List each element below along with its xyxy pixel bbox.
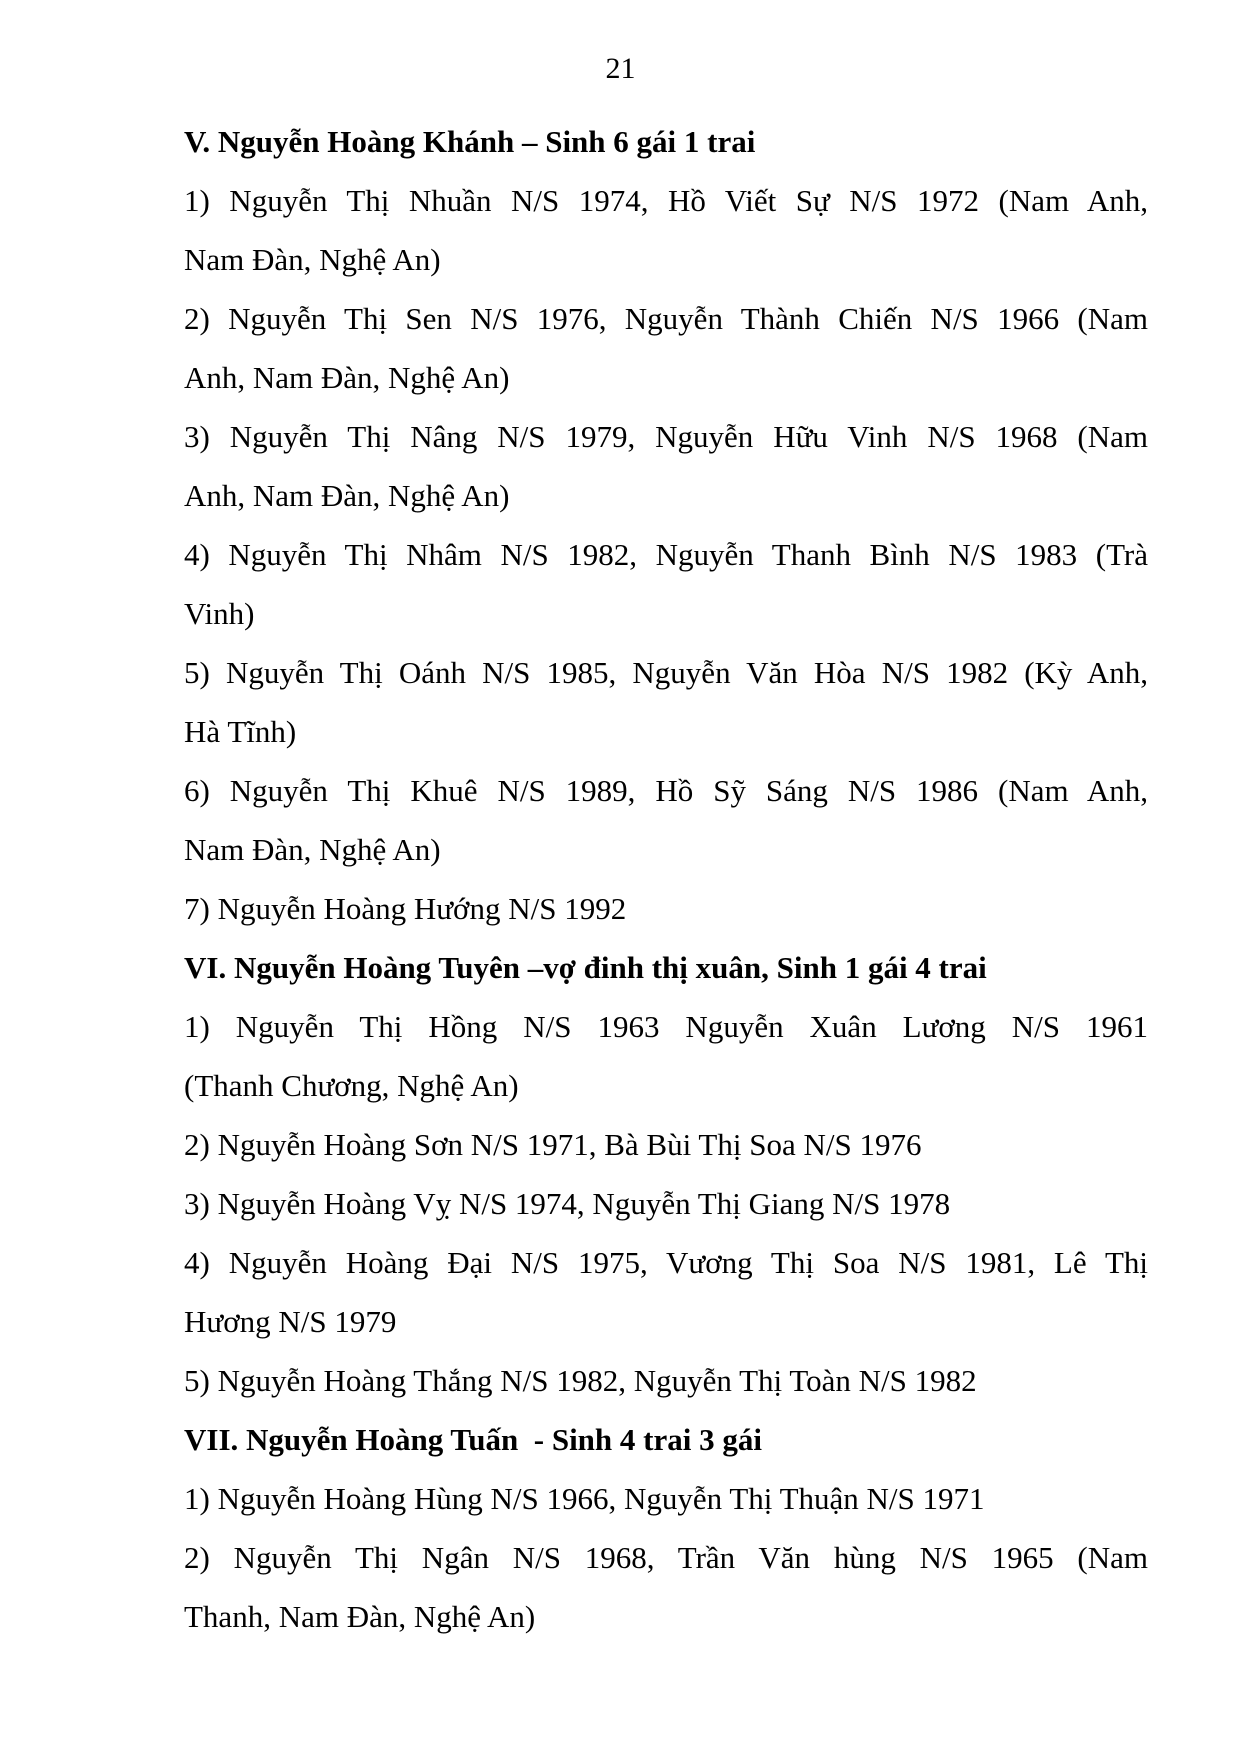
text-line: 1) Nguyễn Hoàng Hùng N/S 1966, Nguyễn Thị Thuận N/S 1971 bbox=[184, 1481, 985, 1516]
section-heading: VI. Nguyễn Hoàng Tuyên –vợ đinh thị xuân, Sinh 1 gái 4 trai bbox=[184, 950, 987, 985]
list-item bbox=[184, 525, 1148, 643]
text-line: Anh, Nam Đàn, Nghệ An) bbox=[184, 478, 510, 513]
section-heading: V. Nguyễn Hoàng Khánh – Sinh 6 gái 1 trai bbox=[184, 124, 756, 159]
text-line: (Thanh Chương, Nghệ An) bbox=[184, 1068, 519, 1103]
text-line: 5) Nguyễn Hoàng Thắng N/S 1982, Nguyễn Thị Toàn N/S 1982 bbox=[184, 1363, 977, 1398]
text-line: 2) Nguyễn Thị Sen N/S 1976, Nguyễn Thành Chiến N/S 1966 (Nam bbox=[184, 301, 1148, 336]
text-line: 1) Nguyễn Thị Nhuần N/S 1974, Hồ Viết Sự N/S 1972 (Nam Anh, bbox=[184, 183, 1148, 218]
list-item bbox=[184, 1174, 1148, 1233]
text-line: 2) Nguyễn Hoàng Sơn N/S 1971, Bà Bùi Thị Soa N/S 1976 bbox=[184, 1127, 922, 1162]
text-line: Nam Đàn, Nghệ An) bbox=[184, 832, 441, 867]
list-item bbox=[184, 643, 1148, 761]
text-line: Vinh) bbox=[184, 596, 255, 631]
list-item bbox=[184, 1469, 1148, 1528]
text-line: Anh, Nam Đàn, Nghệ An) bbox=[184, 360, 510, 395]
text-line: 1) Nguyễn Thị Hồng N/S 1963 Nguyễn Xuân Lương N/S 1961 bbox=[184, 1009, 1148, 1044]
list-item bbox=[184, 997, 1148, 1115]
text-line: Hương N/S 1979 bbox=[184, 1304, 397, 1339]
section-heading: VII. Nguyễn Hoàng Tuấn - Sinh 4 trai 3 gái bbox=[184, 1422, 762, 1457]
text-line: 6) Nguyễn Thị Khuê N/S 1989, Hồ Sỹ Sáng N/S 1986 (Nam Anh, bbox=[184, 773, 1148, 808]
text-line: 3) Nguyễn Thị Nâng N/S 1979, Nguyễn Hữu Vinh N/S 1968 (Nam bbox=[184, 419, 1148, 454]
list-item bbox=[184, 407, 1148, 525]
text-line: 4) Nguyễn Hoàng Đại N/S 1975, Vương Thị Soa N/S 1981, Lê Thị bbox=[184, 1245, 1148, 1280]
page-number: 21 bbox=[605, 52, 636, 85]
text-line: 4) Nguyễn Thị Nhâm N/S 1982, Nguyễn Thanh Bình N/S 1983 (Trà bbox=[184, 537, 1148, 572]
list-item bbox=[184, 761, 1148, 879]
list-item bbox=[184, 171, 1148, 289]
list-item bbox=[184, 289, 1148, 407]
list-item bbox=[184, 1351, 1148, 1410]
text-line: 7) Nguyễn Hoàng Hướng N/S 1992 bbox=[184, 891, 627, 926]
list-item bbox=[184, 1233, 1148, 1351]
text-line: Hà Tĩnh) bbox=[184, 714, 297, 749]
text-line: Nam Đàn, Nghệ An) bbox=[184, 242, 441, 277]
list-item bbox=[184, 1528, 1148, 1646]
text-line: Thanh, Nam Đàn, Nghệ An) bbox=[184, 1599, 536, 1634]
text-line: 2) Nguyễn Thị Ngân N/S 1968, Trần Văn hùng N/S 1965 (Nam bbox=[184, 1540, 1148, 1575]
list-item bbox=[184, 1115, 1148, 1174]
document-body bbox=[184, 112, 1148, 1646]
text-line: 5) Nguyễn Thị Oánh N/S 1985, Nguyễn Văn Hòa N/S 1982 (Kỳ Anh, bbox=[184, 655, 1148, 690]
text-line: 3) Nguyễn Hoàng Vỵ N/S 1974, Nguyễn Thị Giang N/S 1978 bbox=[184, 1186, 951, 1221]
list-item bbox=[184, 879, 1148, 938]
